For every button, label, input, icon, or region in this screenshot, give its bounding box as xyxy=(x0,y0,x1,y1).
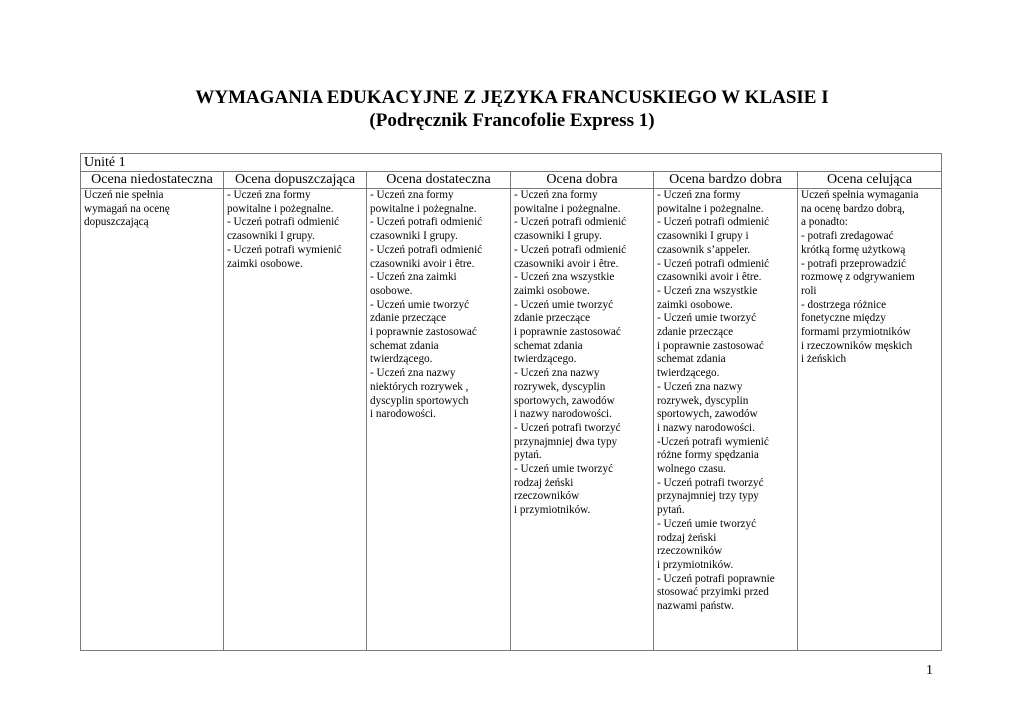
requirements-table xyxy=(80,153,942,651)
requirements-row xyxy=(81,189,942,651)
column-header-bardzo-dobra: Ocena bardzo dobra xyxy=(654,172,798,189)
cell-niedostateczna xyxy=(81,189,224,651)
cell-text: - Uczeń zna formy powitalne i pożegnalne. - Uczeń potrafi odmienić czasowniki I grupy. - Uczeń potrafi wymienić zaimki osobowe. xyxy=(227,189,342,270)
cell-text: Uczeń spełnia wymagania na ocenę bardzo dobrą, a ponadto: - potrafi zredagować krótką formę użytkową - potrafi przeprowadzić rozmowę z odgrywaniem roli - dostrzega różnice fonetyczne między formami przymiotników i rzeczowników męskich i żeńskich xyxy=(801,189,919,366)
document-title: WYMAGANIA EDUKACYJNE Z JĘZYKA FRANCUSKIEGO W KLASIE I xyxy=(195,87,829,108)
column-header-niedostateczna: Ocena niedostateczna xyxy=(81,172,224,189)
page-number: 1 xyxy=(926,663,933,678)
cell-dostateczna xyxy=(367,189,511,651)
cell-text: - Uczeń zna formy powitalne i pożegnalne. - Uczeń potrafi odmienić czasowniki I grupy i czasownik s’appeler. - Uczeń potrafi odmienić czasowniki avoir i être. - Uczeń zna wszystkie zaimki osobowe. - Uczeń umie tworzyć zdanie przeczące i poprawnie zastosować schemat zdania twierdzącego. - Uczeń zna nazwy rozrywek, dyscyplin sportowych, zawodów i nazwy narodowości. -Uczeń potrafi wymienić różne formy spędzania wolnego czasu. - Uczeń potrafi tworzyć przynajmniej trzy typy pytań. - Uczeń umie tworzyć rodzaj żeński rzeczowników i przymiotników. - Uczeń potrafi poprawnie stosować przyimki przed nazwami państw. xyxy=(657,189,775,613)
column-header-celujaca: Ocena celująca xyxy=(798,172,942,189)
unit-row xyxy=(81,154,942,172)
column-header-dostateczna: Ocena dostateczna xyxy=(367,172,511,189)
cell-celujaca xyxy=(798,189,942,651)
cell-bardzo-dobra xyxy=(654,189,798,651)
column-header-dopuszczajaca: Ocena dopuszczająca xyxy=(224,172,367,189)
cell-text: Uczeń nie spełnia wymagań na ocenę dopuszczającą xyxy=(84,189,170,229)
cell-dopuszczajaca xyxy=(224,189,367,651)
cell-dobra xyxy=(511,189,654,651)
cell-text: - Uczeń zna formy powitalne i pożegnalne. - Uczeń potrafi odmienić czasowniki I grupy. - Uczeń potrafi odmienić czasowniki avoir i être. - Uczeń zna zaimki osobowe. - Uczeń umie tworzyć zdanie przeczące i poprawnie zastosować schemat zdania twierdzącego. - Uczeń zna nazwy niektórych rozrywek , dyscyplin sportowych i narodowości. xyxy=(370,189,483,421)
column-header-dobra: Ocena dobra xyxy=(511,172,654,189)
unit-label: Unité 1 xyxy=(81,154,942,172)
cell-text: - Uczeń zna formy powitalne i pożegnalne. - Uczeń potrafi odmienić czasowniki I grupy. - Uczeń potrafi odmienić czasowniki avoir i être. - Uczeń zna wszystkie zaimki osobowe. - Uczeń umie tworzyć zdanie przeczące i poprawnie zastosować schemat zdania twierdzącego. - Uczeń zna nazwy rozrywek, dyscyplin sportowych, zawodów i nazwy narodowości. - Uczeń potrafi tworzyć przynajmniej dwa typy pytań. - Uczeń umie tworzyć rodzaj żeński rzeczowników i przymiotników. xyxy=(514,189,627,517)
document-header xyxy=(0,86,1024,132)
header-row xyxy=(81,172,942,189)
document-subtitle: (Podręcznik Francofolie Express 1) xyxy=(369,110,655,131)
